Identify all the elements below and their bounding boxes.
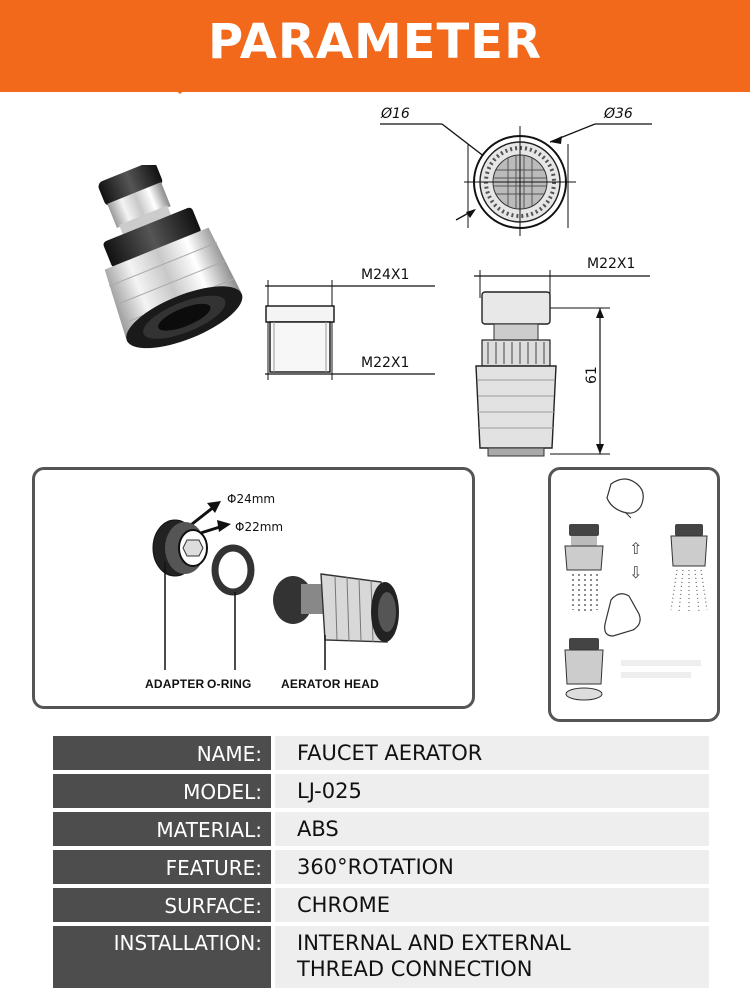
spec-value <box>275 736 709 770</box>
exploded-view-panel <box>32 467 475 709</box>
inner-diameter-callout: Φ22mm <box>235 520 284 534</box>
spec-value <box>275 888 709 922</box>
spec-key <box>53 888 271 922</box>
aerator-head-label: AERATOR HEAD <box>281 677 379 691</box>
svg-text:⇧: ⇧ <box>629 539 643 558</box>
spec-row-material <box>53 812 709 846</box>
banner-notch <box>166 82 194 94</box>
spec-value <box>275 774 709 808</box>
spec-key <box>53 926 271 988</box>
spec-key-text: SURFACE: <box>164 894 262 918</box>
spec-value-text: 360°ROTATION <box>297 855 454 879</box>
adapter-top-thread-label: M24X1 <box>361 267 410 283</box>
outer-diameter-callout: Φ24mm <box>227 492 276 506</box>
spec-key-text: FEATURE: <box>165 856 262 880</box>
spec-value-text: ABS <box>297 817 339 841</box>
spec-key-text: INSTALLATION: <box>113 931 262 955</box>
adapter-label: ADAPTER <box>145 677 205 691</box>
spec-key-text: MODEL: <box>183 780 262 804</box>
front-view-diagram <box>380 100 680 240</box>
o-ring-label: O-RING <box>207 677 252 691</box>
banner-title: PARAMETER <box>207 14 543 70</box>
spec-value <box>275 850 709 884</box>
svg-text:⇩: ⇩ <box>629 563 643 582</box>
adapter-bottom-thread-label: M22X1 <box>361 355 410 371</box>
adapter-side-view <box>260 270 440 390</box>
front-outer-diameter-label: Ø36 <box>604 106 633 122</box>
front-inner-diameter-label: Ø16 <box>381 106 410 122</box>
spec-key <box>53 850 271 884</box>
product-photo <box>40 165 260 380</box>
spec-row-installation <box>53 926 709 988</box>
usage-illustration <box>551 470 717 719</box>
spec-row-name <box>53 736 709 770</box>
head-top-thread-label: M22X1 <box>587 256 636 272</box>
head-height-label: 61 <box>584 366 600 384</box>
spec-value-text: LJ-025 <box>297 779 362 803</box>
spec-row-surface <box>53 888 709 922</box>
spec-key-text: MATERIAL: <box>156 818 262 842</box>
usage-panel <box>548 467 720 722</box>
spec-key <box>53 774 271 808</box>
spec-value-line-1: INTERNAL AND EXTERNAL <box>297 931 571 955</box>
spec-key <box>53 812 271 846</box>
aerator-head-side-view <box>460 258 660 463</box>
title-banner <box>0 0 750 92</box>
spec-value-text: FAUCET AERATOR <box>297 741 483 765</box>
spec-value <box>275 812 709 846</box>
spec-row-feature <box>53 850 709 884</box>
spec-key <box>53 736 271 770</box>
spec-value <box>275 926 709 988</box>
spec-row-model <box>53 774 709 808</box>
spec-key-text: NAME: <box>196 742 262 766</box>
spec-value-text: CHROME <box>297 893 390 917</box>
spec-value-line-2: THREAD CONNECTION <box>297 957 533 981</box>
